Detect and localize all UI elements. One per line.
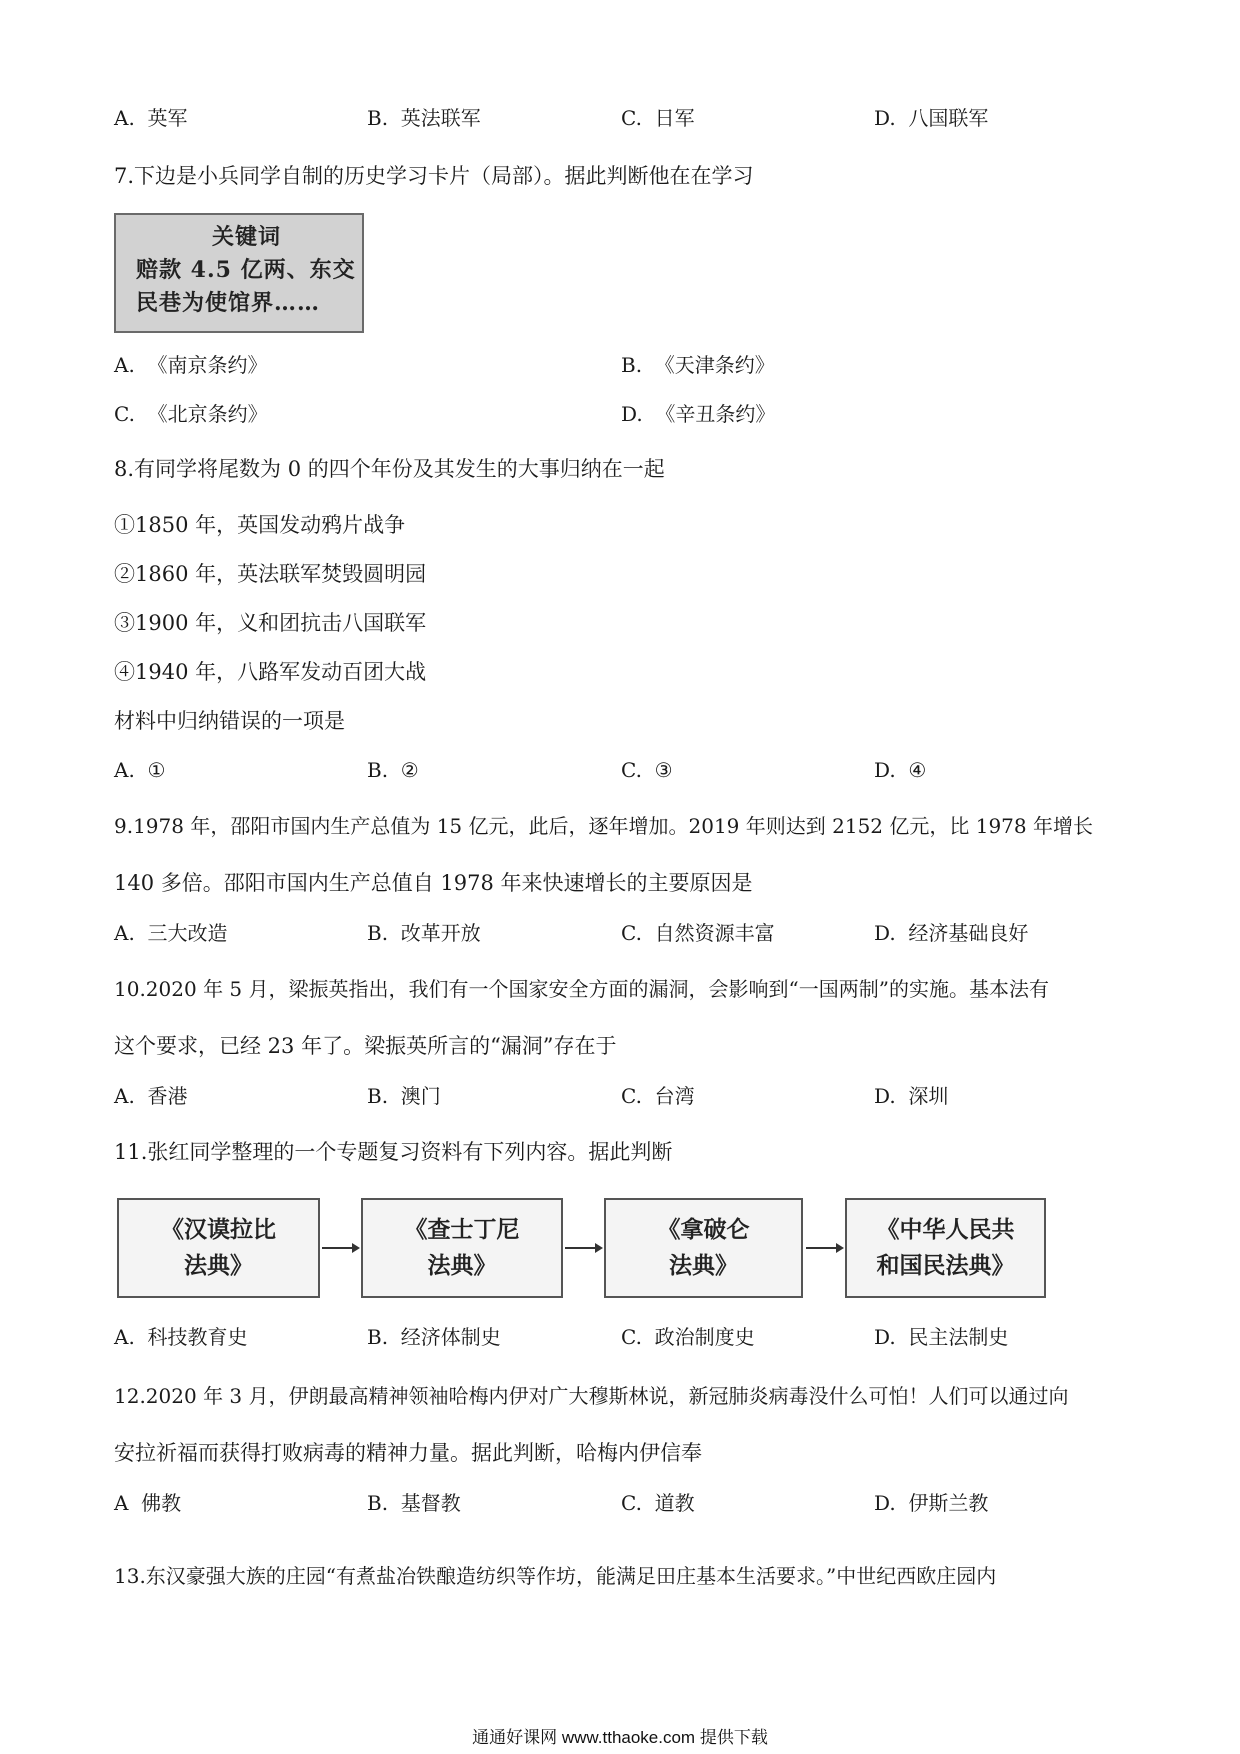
arrow-right-icon	[565, 1240, 603, 1256]
q9-option-b: B. 改革开放	[367, 921, 481, 945]
q12-stem-line1: 12.2020 年 3 月，伊朗最高精神领袖哈梅内伊对广大穆斯林说，新冠肺炎病毒没什么可怕！人们可以通过向	[114, 1384, 1069, 1408]
card-line: 赔款 4.5 亿两、东交	[136, 257, 356, 283]
law-box-civil-code: 《中华人民共 和国民法典》	[845, 1198, 1046, 1298]
q7-study-card	[114, 213, 364, 333]
arrow-right-icon	[322, 1240, 360, 1256]
q7-stem: 7.下边是小兵同学自制的历史学习卡片（局部）。据此判断他在在学习	[114, 164, 754, 188]
q11-option-c: C. 政治制度史	[621, 1325, 755, 1349]
q6-option-c: C. 日军	[621, 106, 695, 130]
q13-stem-line1: 13.东汉豪强大族的庄园“有煮盐冶铁酿造纺织等作坊，能满足田庄基本生活要求。”中世纪西欧庄园内	[114, 1564, 997, 1588]
q11-option-a: A. 科技教育史	[114, 1325, 248, 1349]
q9-option-d: D. 经济基础良好	[874, 921, 1029, 945]
q10-option-c: C. 台湾	[621, 1084, 695, 1108]
q7-option-d: D. 《辛丑条约》	[621, 402, 776, 426]
q8-item: ②1860 年，英法联军焚毁圆明园	[114, 562, 427, 586]
q8-option-b: B. ②	[367, 758, 419, 782]
card-keyword-heading: 关键词	[212, 224, 282, 250]
q8-option-a: A. ①	[114, 758, 166, 782]
q6-option-a: A. 英军	[114, 106, 188, 130]
q7-option-b: B. 《天津条约》	[621, 353, 775, 377]
q9-stem-line1: 9.1978 年，邵阳市国内生产总值为 15 亿元，此后，逐年增加。2019 年则达到 2152 亿元，比 1978 年增长	[114, 814, 1093, 838]
q12-option-d: D. 伊斯兰教	[874, 1491, 989, 1515]
law-box-justinian: 《查士丁尼 法典》	[361, 1198, 563, 1298]
q8-question: 材料中归纳错误的一项是	[114, 709, 345, 733]
q6-option-d: D. 八国联军	[874, 106, 989, 130]
q11-option-d: D. 民主法制史	[874, 1325, 1009, 1349]
q8-option-c: C. ③	[621, 758, 673, 782]
card-line: 民巷为使馆界……	[136, 290, 321, 316]
q11-stem: 11.张红同学整理的一个专题复习资料有下列内容。据此判断	[114, 1140, 673, 1164]
q9-option-a: A. 三大改造	[114, 921, 228, 945]
q8-item: ④1940 年，八路军发动百团大战	[114, 660, 427, 684]
q8-item: ③1900 年，义和团抗击八国联军	[114, 611, 427, 635]
arrow-right-icon	[806, 1240, 844, 1256]
q10-stem-line2: 这个要求，已经 23 年了。梁振英所言的“漏洞”存在于	[114, 1034, 617, 1058]
q8-item: ①1850 年，英国发动鸦片战争	[114, 513, 406, 537]
q12-option-b: B. 基督教	[367, 1491, 461, 1515]
q10-stem-line1: 10.2020 年 5 月，梁振英指出，我们有一个国家安全方面的漏洞，会影响到“一国两制”的实施。基本法有	[114, 977, 1049, 1001]
q7-option-c: C. 《北京条约》	[114, 402, 268, 426]
q12-option-a: A 佛教	[114, 1491, 182, 1515]
law-box-napoleon: 《拿破仑 法典》	[604, 1198, 803, 1298]
q12-stem-line2: 安拉祈福而获得打败病毒的精神力量。据此判断，哈梅内伊信奉	[114, 1441, 702, 1465]
q9-option-c: C. 自然资源丰富	[621, 921, 775, 945]
q7-option-a: A. 《南京条约》	[114, 353, 268, 377]
page-footer: 通通好课网 www.tthaoke.com 提供下载	[472, 1728, 768, 1747]
q10-option-d: D. 深圳	[874, 1084, 949, 1108]
q10-option-a: A. 香港	[114, 1084, 188, 1108]
q8-option-d: D. ④	[874, 758, 927, 782]
q9-stem-line2: 140 多倍。邵阳市国内生产总值自 1978 年来快速增长的主要原因是	[114, 871, 753, 895]
q8-stem: 8.有同学将尾数为 0 的四个年份及其发生的大事归纳在一起	[114, 457, 665, 481]
q12-option-c: C. 道教	[621, 1491, 695, 1515]
q11-option-b: B. 经济体制史	[367, 1325, 501, 1349]
q6-option-b: B. 英法联军	[367, 106, 481, 130]
q10-option-b: B. 澳门	[367, 1084, 441, 1108]
law-box-hammurabi: 《汉谟拉比 法典》	[117, 1198, 320, 1298]
